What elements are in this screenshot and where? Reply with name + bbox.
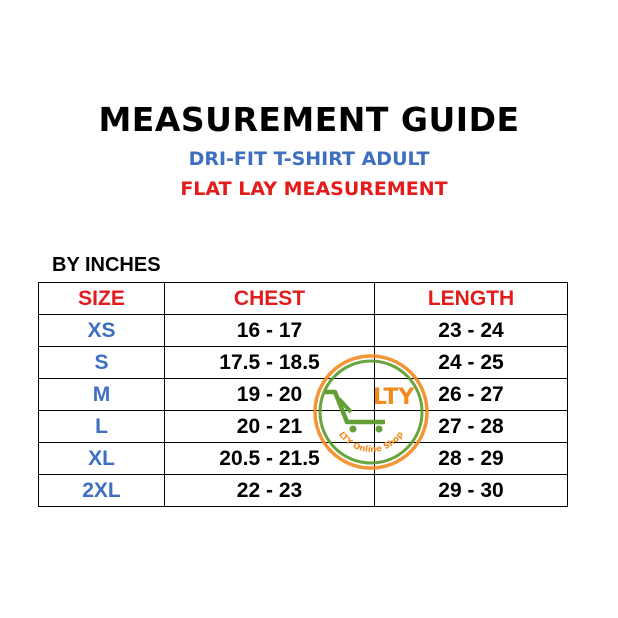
product-subtitle: DRI-FIT T-SHIRT ADULT bbox=[188, 148, 430, 170]
table-row bbox=[39, 475, 568, 507]
size-table bbox=[38, 282, 568, 507]
table-row bbox=[39, 315, 568, 347]
length-cell: 29 - 30 bbox=[375, 475, 568, 507]
table-header-row bbox=[39, 283, 568, 315]
size-cell: XL bbox=[39, 443, 165, 475]
length-cell: 28 - 29 bbox=[375, 443, 568, 475]
size-cell: XS bbox=[39, 315, 165, 347]
size-cell: 2XL bbox=[39, 475, 165, 507]
method-subtitle: FLAT LAY MEASUREMENT bbox=[180, 178, 448, 200]
chest-cell: 19 - 20 bbox=[165, 379, 375, 411]
length-cell: 27 - 28 bbox=[375, 411, 568, 443]
header-size: SIZE bbox=[39, 283, 165, 315]
chest-cell: 20.5 - 21.5 bbox=[165, 443, 375, 475]
chest-cell: 22 - 23 bbox=[165, 475, 375, 507]
page-title: MEASUREMENT GUIDE bbox=[98, 100, 520, 139]
chest-cell: 16 - 17 bbox=[165, 315, 375, 347]
size-cell: L bbox=[39, 411, 165, 443]
header-length: LENGTH bbox=[375, 283, 568, 315]
size-cell: M bbox=[39, 379, 165, 411]
table-row bbox=[39, 443, 568, 475]
table-row bbox=[39, 379, 568, 411]
shop-name-text: LTY Online Shop bbox=[336, 429, 406, 456]
size-cell: S bbox=[39, 347, 165, 379]
table-row bbox=[39, 347, 568, 379]
chest-cell: 17.5 - 18.5 bbox=[165, 347, 375, 379]
length-cell: 24 - 25 bbox=[375, 347, 568, 379]
chest-cell: 20 - 21 bbox=[165, 411, 375, 443]
length-cell: 26 - 27 bbox=[375, 379, 568, 411]
units-label: BY INCHES bbox=[52, 254, 161, 276]
length-cell: 23 - 24 bbox=[375, 315, 568, 347]
logo-text: LTY bbox=[373, 385, 415, 410]
header-chest: CHEST bbox=[165, 283, 375, 315]
table-row bbox=[39, 411, 568, 443]
